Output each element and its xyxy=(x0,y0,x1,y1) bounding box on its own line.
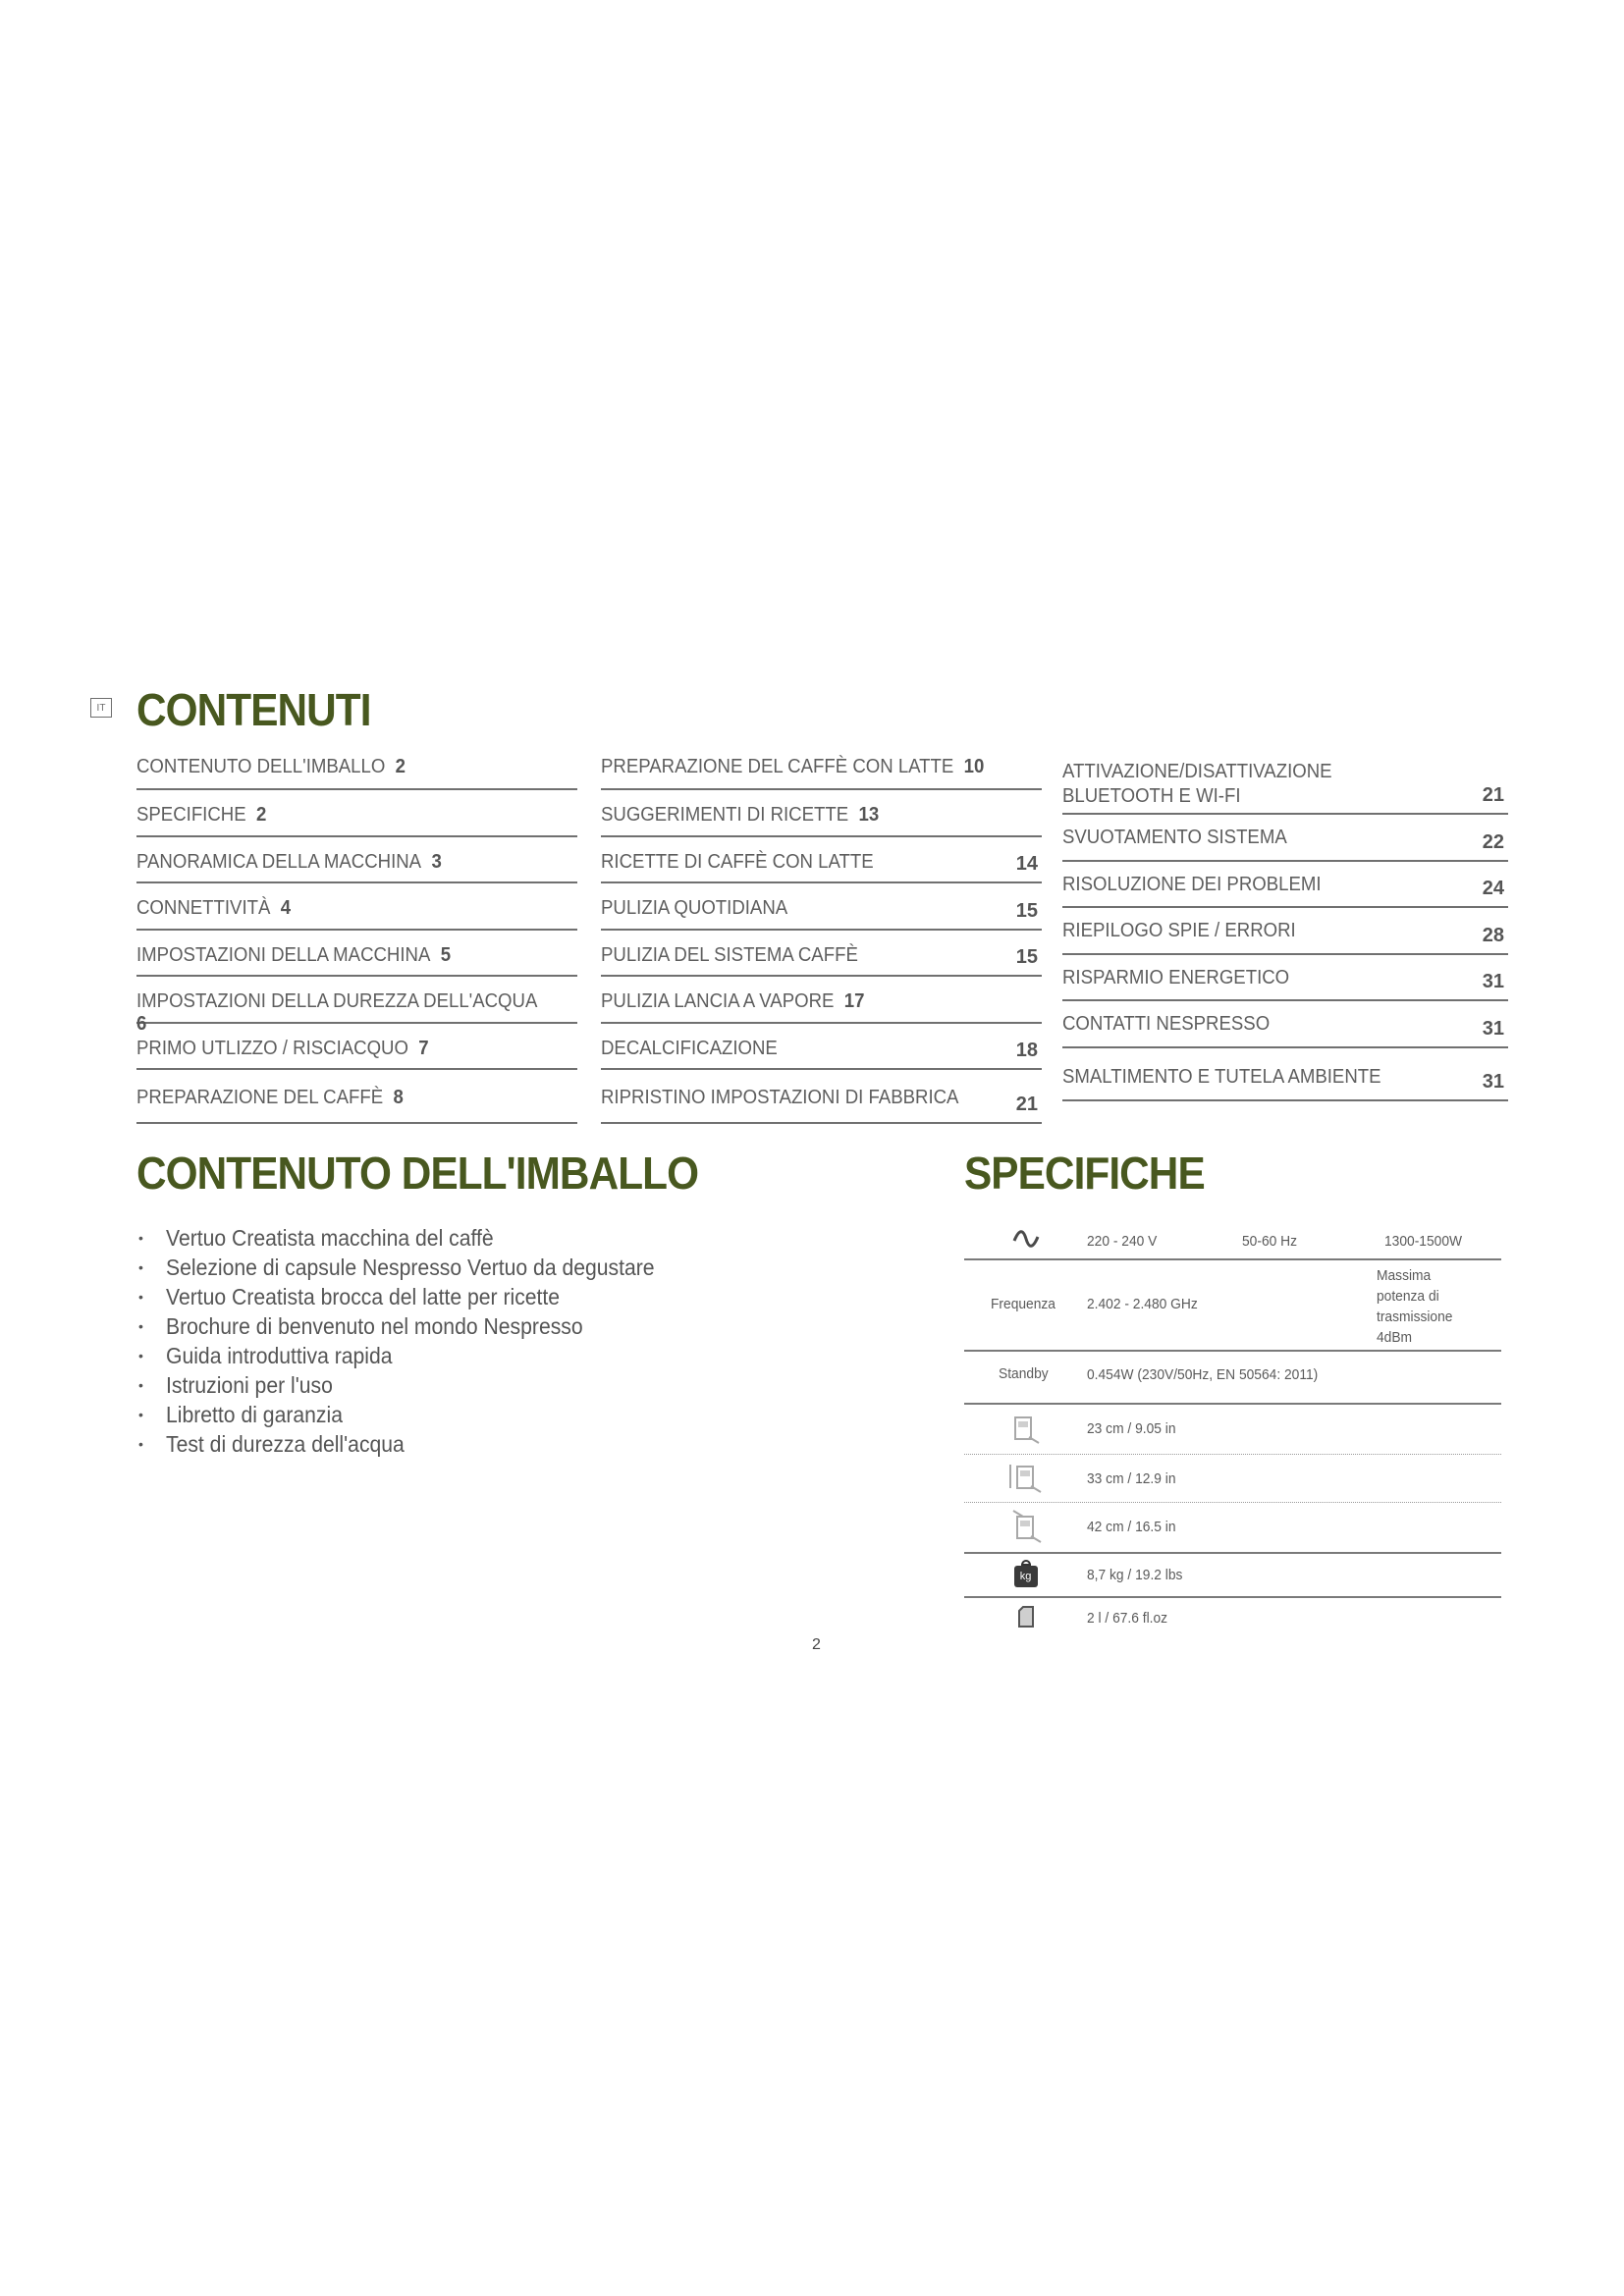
ac-power-icon xyxy=(964,1229,1087,1253)
toc-entry-label: RISPARMIO ENERGETICO xyxy=(1062,966,1290,988)
list-item: • Vertuo Creatista brocca del latte per ricette xyxy=(138,1284,561,1309)
toc-entry[interactable] xyxy=(1062,1001,1508,1048)
toc-entry[interactable] xyxy=(136,756,577,790)
toc-entry[interactable] xyxy=(1062,955,1508,1002)
width-value: 23 cm / 9.05 in xyxy=(1087,1420,1176,1437)
toc-column-1 xyxy=(136,756,577,1124)
toc-entry-page: 28 xyxy=(1482,924,1504,946)
toc-entry[interactable] xyxy=(1062,908,1508,955)
toc-entry[interactable] xyxy=(136,790,577,837)
list-item: • Selezione di capsule Nespresso Vertuo da degustare xyxy=(138,1255,655,1280)
toc-entry-page: 2 xyxy=(395,756,406,777)
specs-row-weight xyxy=(964,1554,1501,1598)
toc-entry-page: 4 xyxy=(280,897,292,919)
radio-note: Massima potenza di trasmissione 4dBm xyxy=(1377,1267,1453,1346)
toc-entry-page: 13 xyxy=(858,804,880,826)
toc-entry[interactable] xyxy=(601,756,1042,790)
water-tank-icon xyxy=(964,1605,1087,1632)
specs-row-width xyxy=(964,1405,1501,1455)
toc-entry[interactable] xyxy=(136,1070,577,1124)
toc-entry-label: CONTENUTO DELL'IMBALLO xyxy=(136,756,386,777)
frequency-value: 50-60 Hz xyxy=(1242,1233,1298,1250)
specs-row-radio xyxy=(964,1260,1501,1352)
specs-row-depth xyxy=(964,1503,1501,1554)
specs-title: SPECIFICHE xyxy=(964,1148,1205,1199)
language-badge: IT xyxy=(90,698,112,718)
toc-entry-label: PRIMO UTLIZZO / RISCIACQUO xyxy=(136,1037,408,1059)
toc-entry[interactable] xyxy=(601,931,1042,978)
toc-entry-label: RICETTE DI CAFFÈ CON LATTE xyxy=(601,850,874,873)
toc-entry-label: RIPRISTINO IMPOSTAZIONI DI FABBRICA xyxy=(601,1087,959,1108)
toc-entry[interactable] xyxy=(136,931,577,978)
depth-value: 42 cm / 16.5 in xyxy=(1087,1519,1176,1535)
standby-label: Standby xyxy=(998,1365,1049,1382)
specs-row-standby xyxy=(964,1352,1501,1405)
toc-entry-label: CONTATTI NESPRESSO xyxy=(1062,1013,1271,1035)
list-item: • Guida introduttiva rapida xyxy=(138,1343,393,1368)
toc-entry-label: SMALTIMENTO E TUTELA AMBIENTE xyxy=(1062,1065,1381,1088)
toc-entry[interactable] xyxy=(601,1024,1042,1071)
radio-value: 2.402 - 2.480 GHz xyxy=(1087,1296,1198,1312)
toc-entry-label: DECALCIFICAZIONE xyxy=(601,1037,778,1059)
toc-entry-label: SVUOTAMENTO SISTEMA xyxy=(1062,827,1287,848)
toc-entry-label-line1: ATTIVAZIONE/DISATTIVAZIONE xyxy=(1062,761,1332,782)
toc-entry-label: PANORAMICA DELLA MACCHINA xyxy=(136,850,422,873)
toc-entry-page: 7 xyxy=(418,1037,429,1059)
standby-value: 0.454W (230V/50Hz, EN 50564: 2011) xyxy=(1087,1366,1319,1383)
weight-kg-icon: kg xyxy=(964,1560,1087,1591)
specs-row-tank xyxy=(964,1598,1501,1637)
toc-entry[interactable] xyxy=(136,883,577,931)
specs-row-power xyxy=(964,1223,1501,1260)
toc-entry-page: 21 xyxy=(1015,1094,1038,1115)
toc-title: CONTENUTI xyxy=(136,684,371,735)
toc-entry[interactable] xyxy=(601,977,1042,1024)
list-item: • Test di durezza dell'acqua xyxy=(138,1431,405,1457)
list-item: • Libretto di garanzia xyxy=(138,1402,343,1427)
toc-entry-page: 6 xyxy=(136,1013,147,1035)
toc-entry-label: IMPOSTAZIONI DELLA MACCHINA xyxy=(136,943,431,966)
package-list xyxy=(135,1223,697,1459)
toc-column-3 xyxy=(1062,756,1508,1101)
toc-entry-label: BLUETOOTH E WI-FI xyxy=(1062,785,1241,807)
toc-entry[interactable] xyxy=(136,1024,577,1071)
toc-entry-page: 31 xyxy=(1482,1017,1504,1040)
toc-entry-label: RISOLUZIONE DEI PROBLEMI xyxy=(1062,873,1322,895)
toc-entry-page: 15 xyxy=(1015,946,1038,968)
list-item: • Vertuo Creatista macchina del caffè xyxy=(138,1225,494,1251)
toc-entry[interactable] xyxy=(601,837,1042,884)
toc-entry[interactable] xyxy=(601,1070,1042,1124)
toc-entry[interactable] xyxy=(1062,1048,1508,1101)
toc-entry[interactable] xyxy=(1062,862,1508,909)
list-item: • Brochure di benvenuto nel mondo Nespresso xyxy=(138,1313,583,1339)
toc-entry-page: 3 xyxy=(431,850,442,873)
toc-entry-label: IMPOSTAZIONI DELLA DUREZZA DELL'ACQUA xyxy=(136,990,538,1012)
machine-height-icon xyxy=(964,1461,1087,1498)
toc-entry-page: 2 xyxy=(255,804,267,826)
list-item: • Istruzioni per l'uso xyxy=(138,1372,333,1398)
specs-table xyxy=(964,1223,1501,1637)
machine-depth-icon xyxy=(964,1509,1087,1548)
toc-entry-label: SPECIFICHE xyxy=(136,804,246,826)
toc-entry-page: 5 xyxy=(440,943,452,966)
toc-entry-page: 17 xyxy=(843,990,865,1012)
toc-entry-label: CONNETTIVITÀ xyxy=(136,897,271,919)
voltage-value: 220 - 240 V xyxy=(1087,1233,1158,1250)
wattage-value: 1300-1500W xyxy=(1384,1233,1463,1250)
weight-value: 8,7 kg / 19.2 lbs xyxy=(1087,1567,1183,1583)
toc-entry[interactable] xyxy=(601,790,1042,837)
specs-row-height xyxy=(964,1455,1501,1503)
toc-entry-page: 21 xyxy=(1482,784,1504,806)
toc-entry[interactable] xyxy=(136,977,577,1035)
toc-entry-page: 22 xyxy=(1482,830,1504,853)
page-number: 2 xyxy=(812,1636,821,1653)
toc-entry-label: PREPARAZIONE DEL CAFFÈ CON LATTE xyxy=(601,756,954,777)
height-value: 33 cm / 12.9 in xyxy=(1087,1470,1176,1487)
toc-entry-page: 8 xyxy=(393,1087,404,1108)
toc-entry-label: PULIZIA QUOTIDIANA xyxy=(601,897,788,919)
toc-entry-label: PREPARAZIONE DEL CAFFÈ xyxy=(136,1087,384,1108)
toc-entry[interactable] xyxy=(136,837,577,884)
toc-entry-page: 10 xyxy=(963,756,985,777)
toc-entry-label: RIEPILOGO SPIE / ERRORI xyxy=(1062,920,1296,941)
package-title: CONTENUTO DELL'IMBALLO xyxy=(136,1148,699,1199)
toc-entry[interactable] xyxy=(1062,815,1508,862)
toc-entry-label: PULIZIA LANCIA A VAPORE xyxy=(601,990,835,1012)
toc-entry-page: 18 xyxy=(1015,1040,1038,1061)
toc-entry-page: 31 xyxy=(1482,971,1504,992)
toc-entry-page: 14 xyxy=(1015,853,1038,875)
radio-label: Frequenza xyxy=(990,1296,1056,1312)
toc-entry-label: SUGGERIMENTI DI RICETTE xyxy=(601,804,849,826)
toc-column-2 xyxy=(601,756,1042,1124)
toc-entry-page: 24 xyxy=(1482,878,1504,899)
machine-width-icon xyxy=(964,1412,1087,1449)
toc-entry-page: 31 xyxy=(1482,1070,1504,1093)
toc-entry-label: PULIZIA DEL SISTEMA CAFFÈ xyxy=(601,943,858,966)
toc-entry-page: 15 xyxy=(1015,899,1038,922)
tank-value: 2 l / 67.6 fl.oz xyxy=(1087,1610,1168,1627)
toc-entry[interactable] xyxy=(1062,756,1508,815)
toc-entry[interactable] xyxy=(601,883,1042,931)
